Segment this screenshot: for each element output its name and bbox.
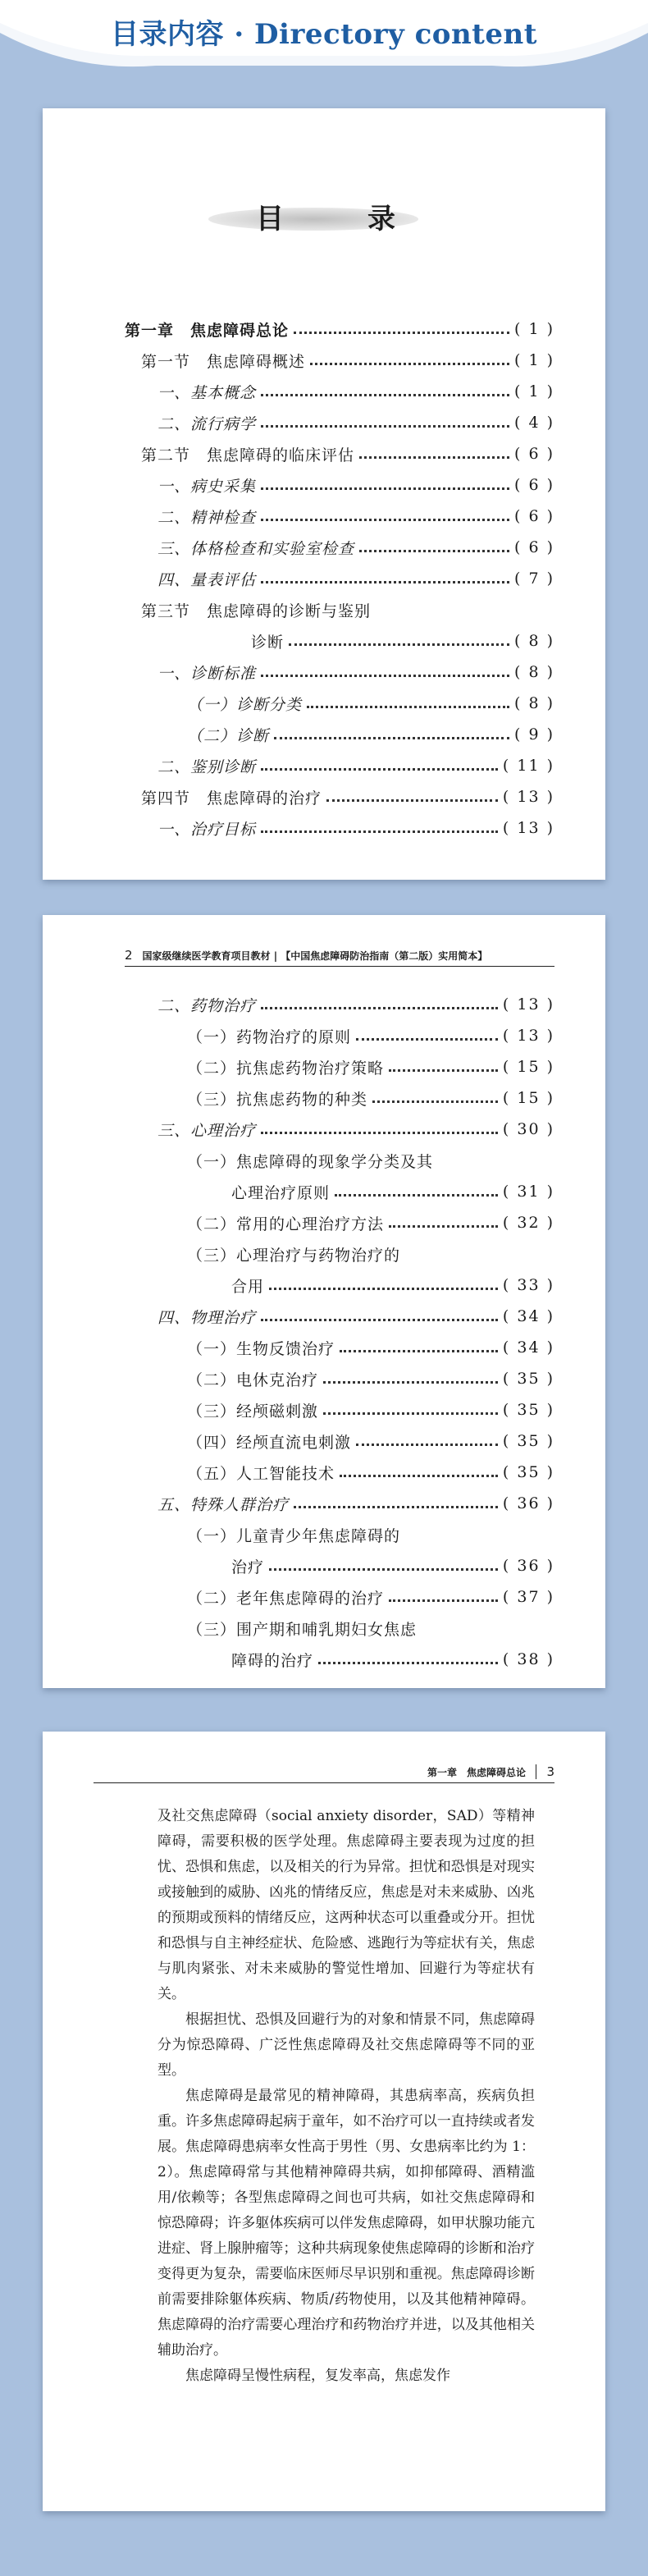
toc-entry-page: ( 1 ) xyxy=(514,351,554,369)
toc-entry-label: （二）诊断 xyxy=(187,726,270,745)
toc-entry-page: ( 9 ) xyxy=(514,725,554,744)
toc-entry xyxy=(157,565,554,593)
page-number: 2 xyxy=(125,948,133,963)
toc-entry-page: ( 4 ) xyxy=(514,414,554,432)
toc-entry-page: ( 35 ) xyxy=(502,1370,554,1388)
toc-entry-page: ( 34 ) xyxy=(502,1307,554,1325)
toc-entry-page: ( 1 ) xyxy=(514,320,554,338)
toc-entry xyxy=(187,721,554,748)
running-head-divider xyxy=(536,1764,537,1779)
toc-entry-label: 二、鉴别诊断 xyxy=(157,757,257,776)
toc-leader-dots xyxy=(335,1194,498,1196)
toc-entry-label: 心理治疗原则 xyxy=(231,1183,331,1202)
toc-entry xyxy=(187,1209,554,1237)
toc-entry xyxy=(157,377,554,405)
toc-entry-label: 第一节 焦虑障碍概述 xyxy=(141,352,306,371)
toc-entry-page: ( 35 ) xyxy=(502,1401,554,1419)
toc-entry-label: （五）人工智能技术 xyxy=(187,1464,335,1483)
toc-entry-label: （四）经颅直流电刺激 xyxy=(187,1433,352,1452)
toc-entry-label: 一、病史采集 xyxy=(157,477,257,496)
toc-entry-label: （一）焦虑障碍的现象学分类及其 xyxy=(187,1152,434,1171)
toc-leader-dots xyxy=(261,425,509,428)
book-page-3 xyxy=(43,1732,605,2511)
toc-entry-page: ( 7 ) xyxy=(514,570,554,588)
banner-title: 目录内容 · Directory content xyxy=(111,18,537,51)
toc-entry-label: 第三节 焦虑障碍的诊断与鉴别 xyxy=(141,602,372,620)
toc-leader-dots xyxy=(261,1319,498,1321)
toc-entry xyxy=(187,1614,554,1642)
toc-leader-dots xyxy=(389,1225,498,1228)
toc-entry-page: ( 13 ) xyxy=(502,995,554,1013)
toc-entry-label: 二、药物治疗 xyxy=(157,996,257,1015)
toc-entry-label: 一、基本概念 xyxy=(157,383,257,402)
toc-entry-page: ( 35 ) xyxy=(502,1463,554,1481)
toc-entry-label: （三）心理治疗与药物治疗的 xyxy=(187,1246,401,1265)
toc-entry-label: 障碍的治疗 xyxy=(231,1651,314,1670)
toc-leader-dots xyxy=(356,1038,498,1041)
toc-entry-label: 第二节 焦虑障碍的临床评估 xyxy=(141,446,355,464)
toc-entry-page: ( 31 ) xyxy=(502,1183,554,1201)
toc-entry xyxy=(157,533,554,561)
toc-entry-label: 第四节 焦虑障碍的治疗 xyxy=(141,789,322,808)
toc-entry-page: ( 37 ) xyxy=(502,1588,554,1606)
toc-title: 目 录 xyxy=(256,203,423,236)
toc-entry-label: 三、体格检查和实验室检查 xyxy=(157,539,355,558)
body-text xyxy=(157,1804,535,2389)
toc-entry-label: （三）经颅磁刺激 xyxy=(187,1402,319,1421)
toc-entry-page: ( 1 ) xyxy=(514,382,554,400)
toc-leader-dots xyxy=(294,1506,498,1508)
toc-leader-dots xyxy=(269,1568,498,1571)
toc-entry-label: 二、精神检查 xyxy=(157,508,257,527)
toc-entry-label: （二）常用的心理治疗方法 xyxy=(187,1215,385,1233)
toc-entry xyxy=(187,1427,554,1455)
toc-entry-label: 一、诊断标准 xyxy=(157,664,257,683)
toc-entry-page: ( 34 ) xyxy=(502,1338,554,1357)
paragraph: 根据担忧、恐惧及回避行为的对象和情景不同，焦虑障碍分为惊恐障碍、广泛性焦虑障碍及社交焦虑障碍等不同的亚型。 xyxy=(157,2011,535,2079)
toc-entry-label: 治疗 xyxy=(231,1558,265,1576)
toc-entry xyxy=(187,1458,554,1486)
toc-leader-dots xyxy=(294,332,509,334)
toc-leader-dots xyxy=(261,830,498,833)
toc-leader-dots xyxy=(261,768,498,771)
running-head-text: 第一章 焦虑障碍总论 xyxy=(427,1766,526,1778)
toc-entry xyxy=(141,346,554,374)
toc-entry xyxy=(157,752,554,780)
toc-entry xyxy=(157,658,554,686)
toc-leader-dots xyxy=(340,1475,498,1477)
toc-entry xyxy=(187,1022,554,1050)
toc-entry xyxy=(187,1396,554,1424)
toc-leader-dots xyxy=(261,394,509,396)
toc-entry xyxy=(157,1115,554,1143)
toc-leader-dots xyxy=(307,706,509,708)
toc-entry-page: ( 6 ) xyxy=(514,507,554,525)
toc-entry xyxy=(231,1271,554,1299)
toc-leader-dots xyxy=(261,1007,498,1009)
toc-entry xyxy=(141,783,554,811)
toc-leader-dots xyxy=(261,675,509,677)
paragraph: 及社交焦虑障碍（social anxiety disorder，SAD）等精神障碍，需要积极的医学处理。焦虑障碍主要表现为过度的担忧、恐惧和焦虑，以及相关的行为异常。担忧和恐惧是对现实或接触到的威胁、凶兆的情绪反应，焦虑是对未来威胁、凶兆的预期或预料的情绪反应，这两种状态可以重叠或分开。担忧和恐惧与自主神经症状、危险感、逃跑行为等症状有关，焦虑与肌肉紧张、对未来威胁的警觉性增加、回避行为等症状有关。 xyxy=(157,1808,535,2002)
toc-entry-label: （一）诊断分类 xyxy=(187,695,303,714)
toc-entry xyxy=(231,1178,554,1206)
toc-entry-page: ( 6 ) xyxy=(514,538,554,556)
book-page-2 xyxy=(43,915,605,1688)
toc-leader-dots xyxy=(269,1288,498,1290)
toc-entry-label: （三）围产期和哺乳期妇女焦虑 xyxy=(187,1620,418,1639)
toc-entry-label: （二）电休克治疗 xyxy=(187,1370,319,1389)
toc-entry xyxy=(157,1302,554,1330)
toc-entry-page: ( 6 ) xyxy=(514,445,554,463)
toc-leader-dots xyxy=(261,581,509,583)
toc-leader-dots xyxy=(356,1444,498,1446)
toc-entry-page: ( 15 ) xyxy=(502,1089,554,1107)
toc-entry xyxy=(141,440,554,468)
running-head xyxy=(94,1761,554,1783)
toc-entry xyxy=(231,1552,554,1580)
toc-leader-dots xyxy=(340,1350,498,1352)
toc-entry-label: （一）儿童青少年焦虑障碍的 xyxy=(187,1526,401,1545)
toc-entry xyxy=(187,1053,554,1081)
toc-entry xyxy=(187,1521,554,1549)
toc-entry xyxy=(157,502,554,530)
running-head-text: 国家级继续医学教育项目教材 | 【中国焦虑障碍防治指南（第二版）实用简本】 xyxy=(142,949,488,962)
toc-entry xyxy=(187,1240,554,1268)
toc-entry-page: ( 13 ) xyxy=(502,1027,554,1045)
toc-entry xyxy=(157,471,554,499)
toc-entry-page: ( 33 ) xyxy=(502,1276,554,1294)
paragraph: 焦虑障碍是最常见的精神障碍，其患病率高，疾病负担重。许多焦虑障碍起病于童年，如不治疗可以一直持续或者发展。焦虑障碍患病率女性高于男性（男、女患病率比约为 1：2）。焦虑障碍常与其他精神障碍共病，如抑郁障碍、酒精滥用/依赖等；各型焦虑障碍之间也可共病，如社交焦虑障碍和惊恐障碍；许多躯体疾病可以伴发焦虑障碍，如甲状腺功能亢进症、肾上腺肿瘤等；这种共病现象使焦虑障碍的诊断和治疗变得更为复杂，需要临床医师尽早识别和重视。焦虑障碍诊断前需要排除躯体疾病、物质/药物使用，以及其他精神障碍。焦虑障碍的治疗需要心理治疗和药物治疗并进，以及其他相关辅助治疗。 xyxy=(157,2088,535,2359)
toc-entry-label: 第一章 焦虑障碍总论 xyxy=(125,321,290,340)
toc-entry-page: ( 36 ) xyxy=(502,1494,554,1512)
toc-entry-page: ( 13 ) xyxy=(502,819,554,837)
toc-entry-label: 四、量表评估 xyxy=(157,570,257,589)
toc-entry-label: （二）老年焦虑障碍的治疗 xyxy=(187,1589,385,1608)
toc-entry xyxy=(141,596,554,624)
toc-entry xyxy=(187,1146,554,1174)
toc-entry-page: ( 13 ) xyxy=(502,788,554,806)
toc-entry-page: ( 8 ) xyxy=(514,632,554,650)
toc-leader-dots xyxy=(389,1069,498,1072)
toc-entry xyxy=(187,1583,554,1611)
toc-entry-page: ( 8 ) xyxy=(514,663,554,681)
toc-title-block xyxy=(203,170,449,244)
toc-entry-page: ( 30 ) xyxy=(502,1120,554,1138)
toc-entry-page: ( 6 ) xyxy=(514,476,554,494)
toc-entry-page: ( 8 ) xyxy=(514,694,554,712)
toc-entry xyxy=(187,689,554,717)
toc-entry-page: ( 35 ) xyxy=(502,1432,554,1450)
toc-entry-page: ( 11 ) xyxy=(502,757,554,775)
header-banner xyxy=(0,0,648,74)
toc-entry-label: 合用 xyxy=(231,1277,265,1296)
toc-entry-label: 诊断 xyxy=(251,633,285,652)
toc-entry-label: （二）抗焦虑药物治疗策略 xyxy=(187,1059,385,1078)
toc-leader-dots xyxy=(289,643,509,646)
toc-leader-dots xyxy=(261,519,509,521)
toc-leader-dots xyxy=(326,799,498,802)
toc-entry xyxy=(187,1334,554,1361)
toc-entry-page: ( 38 ) xyxy=(502,1650,554,1668)
toc-leader-dots xyxy=(359,550,509,552)
toc-entry xyxy=(125,315,554,343)
toc-entry-label: 四、物理治疗 xyxy=(157,1308,257,1327)
toc-entry xyxy=(157,409,554,437)
toc-leader-dots xyxy=(389,1599,498,1602)
toc-leader-dots xyxy=(323,1412,498,1415)
toc-leader-dots xyxy=(261,487,509,490)
page-number: 3 xyxy=(546,1764,554,1779)
toc-entry xyxy=(187,1365,554,1393)
toc-leader-dots xyxy=(274,737,509,739)
toc-leader-dots xyxy=(310,363,509,365)
toc-entry-label: 一、治疗目标 xyxy=(157,820,257,839)
toc-entry-label: 五、特殊人群治疗 xyxy=(157,1495,290,1514)
running-head xyxy=(125,945,554,967)
toc-entry-page: ( 15 ) xyxy=(502,1058,554,1076)
toc-leader-dots xyxy=(359,456,509,459)
paragraph: 焦虑障碍呈慢性病程，复发率高，焦虑发作 xyxy=(185,2368,450,2384)
toc-entry-label: 三、心理治疗 xyxy=(157,1121,257,1140)
toc-entry xyxy=(187,1084,554,1112)
toc-entry xyxy=(157,1489,554,1517)
toc-entry-label: （一）药物治疗的原则 xyxy=(187,1027,352,1046)
toc-leader-dots xyxy=(372,1100,498,1103)
toc-entry-label: 二、流行病学 xyxy=(157,414,257,433)
book-page-1 xyxy=(43,108,605,880)
toc-leader-dots xyxy=(261,1132,498,1134)
toc-leader-dots xyxy=(323,1381,498,1384)
toc-entry xyxy=(157,814,554,842)
toc-leader-dots xyxy=(318,1662,498,1664)
toc-entry xyxy=(231,1645,554,1673)
toc-entry-page: ( 36 ) xyxy=(502,1557,554,1575)
toc-entry-label: （一）生物反馈治疗 xyxy=(187,1339,335,1358)
toc-entry xyxy=(251,627,554,655)
toc-entry-label: （三）抗焦虑药物的种类 xyxy=(187,1090,368,1109)
toc-entry xyxy=(157,991,554,1018)
toc-entry-page: ( 32 ) xyxy=(502,1214,554,1232)
